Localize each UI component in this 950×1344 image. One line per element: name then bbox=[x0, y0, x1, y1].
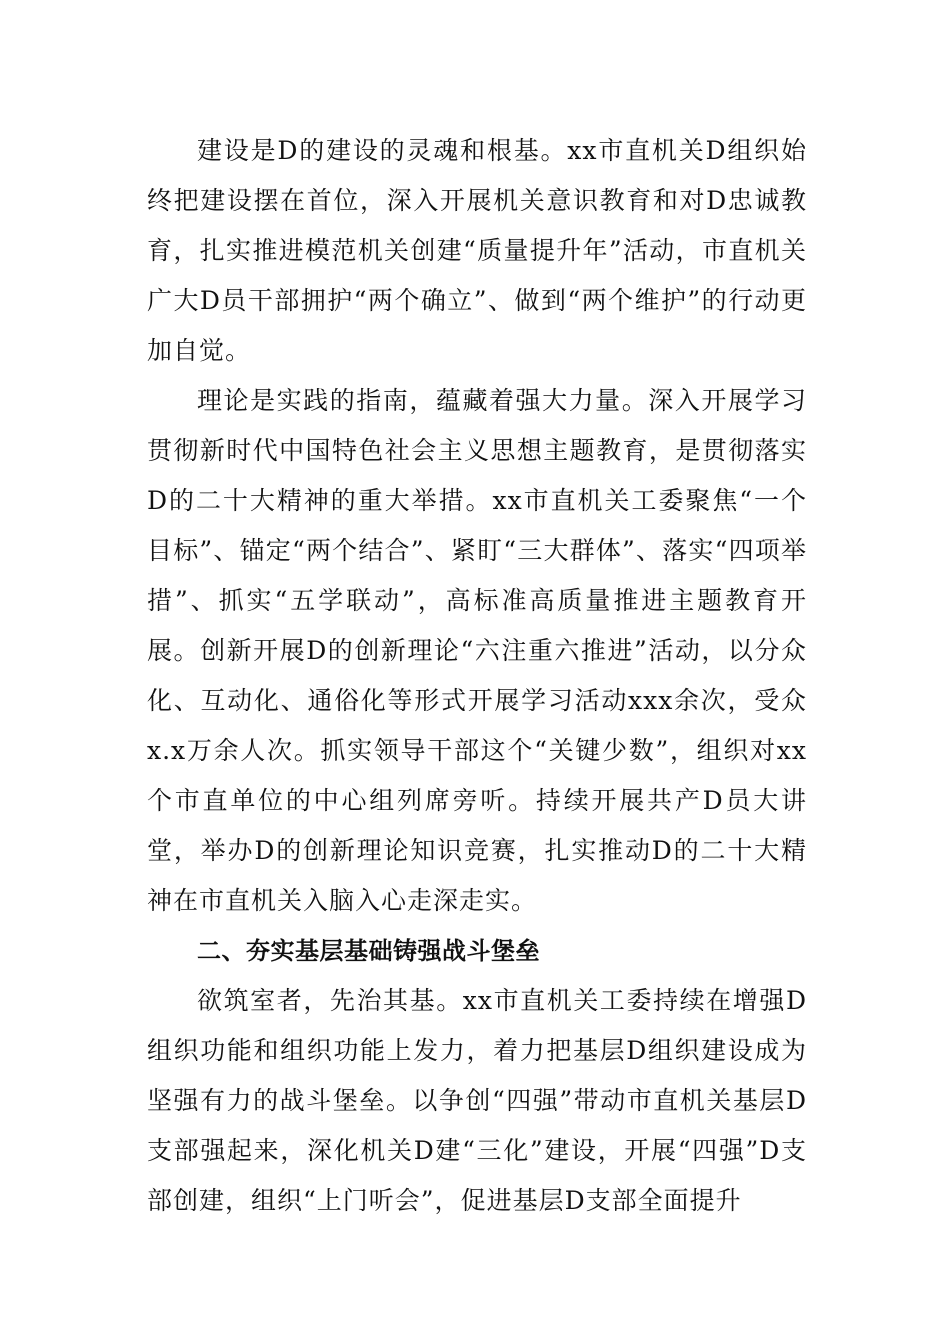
paragraph-grassroots-foundation: 欲筑室者，先治其基。xx市直机关工委持续在增强D组织功能和组织功能上发力，着力把基层D组织建设成为坚强有力的战斗堡垒。以争创“四强”带动市直机关基层D支部强起来，深化机关D建“三化”建设，开展“四强”D支部创建，组织“上门听会”，促进基层D支部全面提升 bbox=[147, 986, 807, 1215]
paragraph-construction-soul: 建设是D的建设的灵魂和根基。xx市直机关D组织始终把建设摆在首位，深入开展机关意识教育和对D忠诚教育，扎实推进模范机关创建“质量提升年”活动，市直机关广大D员干部拥护“两个确立”、做到“两个维护”的行动更加自觉。 bbox=[147, 136, 807, 365]
section-heading: 二、夯实基层基础铸强战斗堡垒 bbox=[197, 937, 540, 965]
paragraph-theory-guidance: 理论是实践的指南，蕴藏着强大力量。深入开展学习贯彻新时代中国特色社会主义思想主题教育，是贯彻落实D的二十大精神的重大举措。xx市直机关工委聚焦“一个目标”、锚定“两个结合”、紧盯“三大群体”、落实“四项举措”、抓实“五学联动”，高标准高质量推进主题教育开展。创新开展D的创新理论“六注重六推进”活动，以分众化、互动化、通俗化等形式开展学习活动xxx余次，受众x.x万余人次。抓实领导干部这个“关键少数”，组织对xx个市直单位的中心组列席旁听。持续开展共产D员大讲堂，举办D的创新理论知识竞赛，扎实推动D的二十大精神在市直机关入脑入心走深走实。 bbox=[147, 386, 807, 915]
document-body bbox=[147, 126, 807, 1226]
